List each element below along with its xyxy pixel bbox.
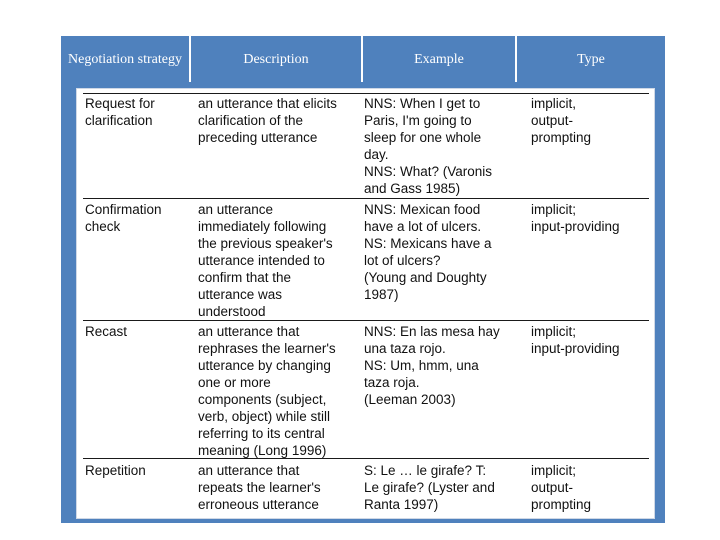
cell-description: an utterance immediately following the previous speaker's utterance intended to confirm that the utterance was understood xyxy=(198,202,333,319)
cell-strategy: Recast xyxy=(85,324,128,339)
cell-strategy: Request for clarification xyxy=(85,96,155,128)
header-type: Type xyxy=(577,51,605,67)
table-row xyxy=(83,462,649,514)
header-example: Example xyxy=(414,51,464,67)
row-rule xyxy=(83,458,649,459)
table-row xyxy=(83,201,649,319)
cell-description: an utterance that rephrases the learner's utterance by changing one or more components (subject, verb, object) while still referring to its central meaning (Long 1996) xyxy=(198,324,336,458)
row-rule xyxy=(83,198,649,199)
cell-example: NNS: Mexican food have a lot of ulcers. NS: Mexicans have a lot of ulcers? (Young and Doughty 1987) xyxy=(364,202,492,302)
cell-type: implicit; input-providing xyxy=(531,202,620,234)
cell-strategy: Repetition xyxy=(85,463,146,478)
row-rule xyxy=(83,320,649,321)
cell-example: NNS: En las mesa hay una taza rojo. NS: Um, hmm, una taza roja. (Leeman 2003) xyxy=(364,324,500,407)
header-negotiation-strategy: Negotiation strategy xyxy=(68,51,182,67)
header-description: Description xyxy=(243,51,309,67)
cell-description: an utterance that repeats the learner's erroneous utterance xyxy=(198,463,321,512)
cell-example: NNS: When I get to Paris, I'm going to sleep for one whole day. NNS: What? (Varonis and Gass 1985) xyxy=(364,96,493,196)
cell-type: implicit; output- prompting xyxy=(531,463,592,512)
cell-strategy: Confirmation check xyxy=(85,202,162,234)
cell-description: an utterance that elicits clarification of the preceding utterance xyxy=(198,96,337,145)
negotiation-strategies-table xyxy=(76,88,655,519)
cell-type: implicit, output- prompting xyxy=(531,96,592,145)
row-rule xyxy=(83,93,649,94)
cell-type: implicit; input-providing xyxy=(531,324,620,356)
table-row xyxy=(83,95,649,197)
table-row xyxy=(83,323,649,457)
cell-example: S: Le … le girafe? T: Le girafe? (Lyster and Ranta 1997) xyxy=(364,463,495,512)
table-frame xyxy=(61,82,665,523)
table-header-row xyxy=(61,36,665,82)
